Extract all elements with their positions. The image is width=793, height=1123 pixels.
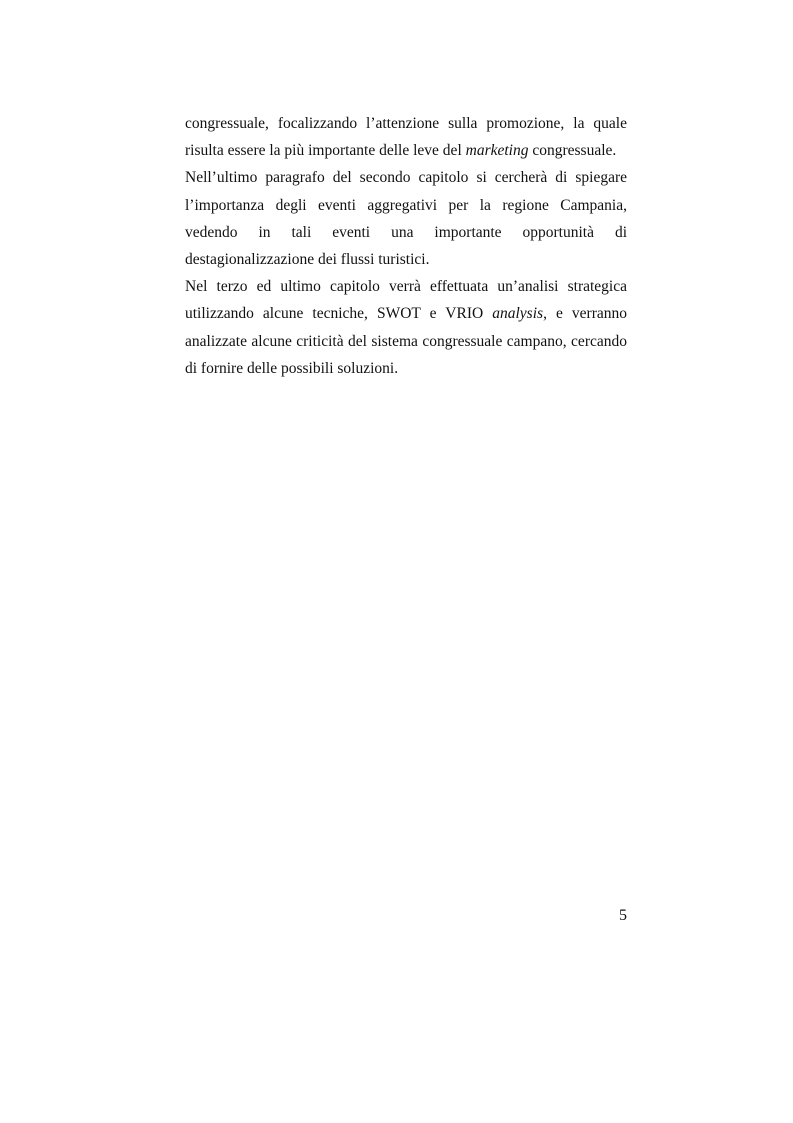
page-number: 5: [619, 907, 627, 924]
body-text: [185, 110, 627, 382]
paragraph-2: [185, 164, 627, 273]
paragraph-1: [185, 110, 627, 164]
paragraph-2-text: Nell’ultimo paragrafo del secondo capitolo si cercherà di spiegare l’importanza degli eventi aggregativi per la regione Campania, vedendo in tali eventi una importante opportunità di destagionalizzazione dei flussi turistici.: [185, 169, 627, 269]
paragraph-1-text-end: congressuale.: [528, 142, 617, 160]
paragraph-3: [185, 273, 627, 382]
paragraph-1-text: congressuale, focalizzando l’attenzione sulla promozione, la quale risulta essere la più importante delle leve del: [185, 115, 627, 160]
paragraph-3-text-end: , e verranno analizzate alcune criticità del sistema congressuale campano, cercando di fornire delle possibili soluzioni.: [185, 305, 628, 377]
paragraph-1-italic-term: marketing: [465, 142, 529, 160]
paragraph-3-italic-term: analysis: [492, 305, 544, 323]
paragraph-3-text: Nel terzo ed ultimo capitolo verrà effettuata un’analisi strategica utilizzando alcune tecniche, SWOT e VRIO: [185, 278, 627, 323]
